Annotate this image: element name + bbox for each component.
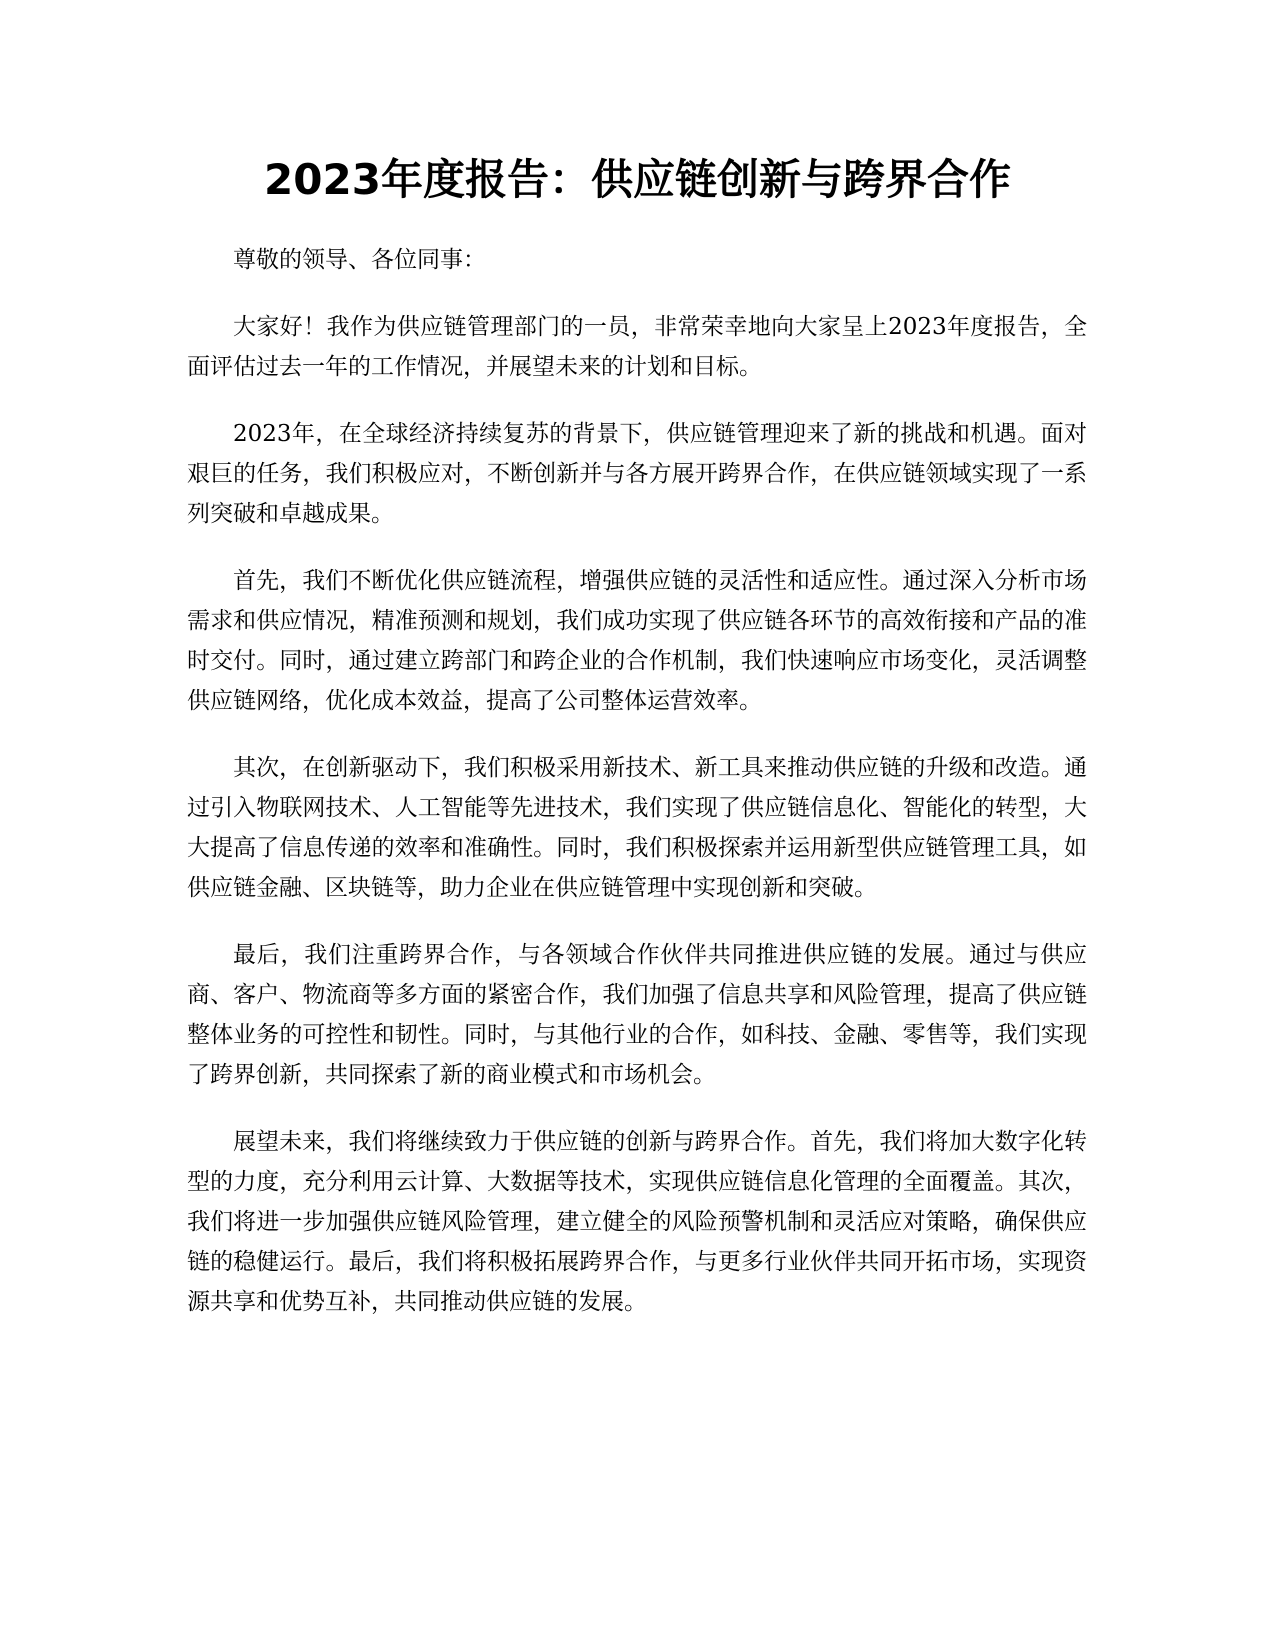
paragraph: 其次，在创新驱动下，我们积极采用新技术、新工具来推动供应链的升级和改造。通过引入物联网技术、人工智能等先进技术，我们实现了供应链信息化、智能化的转型，大大提高了信息传递的效率和准确性。同时，我们积极探索并运用新型供应链管理工具，如供应链金融、区块链等，助力企业在供应链管理中实现创新和突破。	[187, 755, 1087, 901]
paragraph: 大家好！我作为供应链管理部门的一员，非常荣幸地向大家呈上2023年度报告，全面评估过去一年的工作情况，并展望未来的计划和目标。	[187, 314, 1087, 380]
document-title: 2023年度报告：供应链创新与跨界合作	[264, 155, 1011, 204]
paragraph: 首先，我们不断优化供应链流程，增强供应链的灵活性和适应性。通过深入分析市场需求和供应情况，精准预测和规划，我们成功实现了供应链各环节的高效衔接和产品的准时交付。同时，通过建立跨部门和跨企业的合作机制，我们快速响应市场变化，灵活调整供应链网络，优化成本效益，提高了公司整体运营效率。	[187, 568, 1087, 714]
paragraph: 展望未来，我们将继续致力于供应链的创新与跨界合作。首先，我们将加大数字化转型的力度，充分利用云计算、大数据等技术，实现供应链信息化管理的全面覆盖。其次，我们将进一步加强供应链风险管理，建立健全的风险预警机制和灵活应对策略，确保供应链的稳健运行。最后，我们将积极拓展跨界合作，与更多行业伙伴共同开拓市场，实现资源共享和优势互补，共同推动供应链的发展。	[187, 1129, 1087, 1315]
paragraph: 2023年，在全球经济持续复苏的背景下，供应链管理迎来了新的挑战和机遇。面对艰巨的任务，我们积极应对，不断创新并与各方展开跨界合作，在供应链领域实现了一系列突破和卓越成果。	[187, 421, 1087, 527]
paragraph: 最后，我们注重跨界合作，与各领域合作伙伴共同推进供应链的发展。通过与供应商、客户、物流商等多方面的紧密合作，我们加强了信息共享和风险管理，提高了供应链整体业务的可控性和韧性。同时，与其他行业的合作，如科技、金融、零售等，我们实现了跨界创新，共同探索了新的商业模式和市场机会。	[187, 942, 1087, 1088]
salutation: 尊敬的领导、各位同事：	[233, 247, 486, 273]
document-body	[187, 240, 1087, 1349]
